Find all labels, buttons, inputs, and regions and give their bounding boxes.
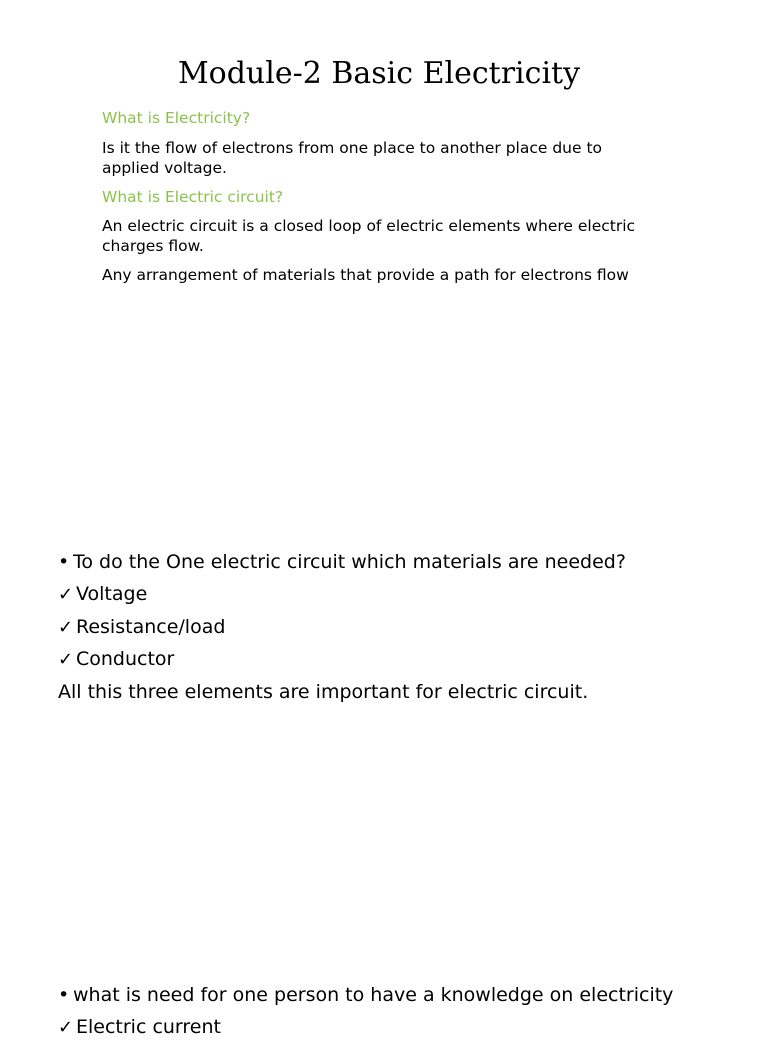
page-title: Module-2 Basic Electricity	[177, 56, 581, 91]
check-text: Resistance/load	[76, 616, 226, 638]
answer-electricity: Is it the flow of electrons from one place to another place due to applied voltage.	[102, 139, 603, 177]
checkmark-icon: ✓	[58, 617, 74, 638]
bullet-icon: •	[58, 551, 70, 573]
check-item-resistance	[58, 614, 225, 641]
answer-circuit-arrangement: Any arrangement of materials that provide a path for electrons flow	[102, 266, 629, 284]
checkmark-icon: ✓	[58, 1017, 74, 1038]
check-item-partial	[58, 1014, 221, 1041]
check-text: Conductor	[76, 648, 175, 670]
check-item-conductor	[58, 646, 174, 673]
summary-text: All this three elements are important for electric circuit.	[58, 681, 589, 703]
question-electric-circuit: What is Electric circuit?	[102, 188, 284, 206]
bullet-item	[58, 982, 673, 1008]
bullet-icon: •	[58, 984, 70, 1006]
check-text: Voltage	[76, 583, 148, 605]
check-item-voltage	[58, 581, 147, 608]
bullet-text: To do the One electric circuit which materials are needed?	[73, 551, 626, 573]
question-electricity: What is Electricity?	[102, 109, 251, 127]
bullet-item	[58, 549, 626, 575]
bullet-text: what is need for one person to have a knowledge on electricity	[73, 984, 674, 1006]
answer-electric-circuit: An electric circuit is a closed loop of electric elements where electric charges flow.	[102, 217, 636, 255]
checkmark-icon: ✓	[58, 649, 74, 670]
check-text: Electric current	[76, 1016, 221, 1038]
checkmark-icon: ✓	[58, 584, 74, 605]
